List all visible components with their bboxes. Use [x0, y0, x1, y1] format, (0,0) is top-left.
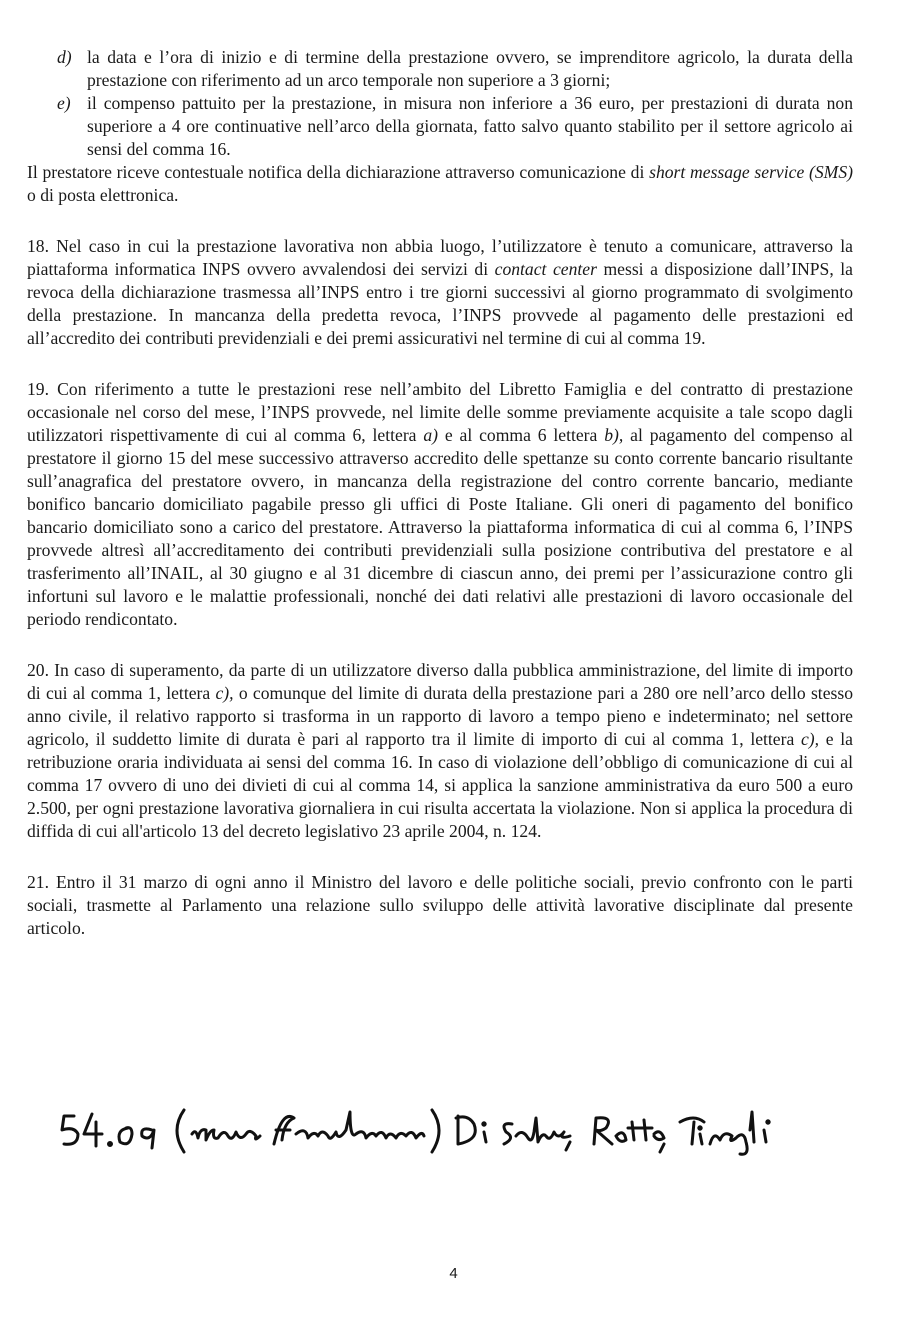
paragraph-20 — [27, 659, 853, 843]
text-run: o di posta elettronica. — [27, 185, 179, 205]
text-run: al pagamento del compenso al prestatore il giorno 15 del mese successivo attraverso accredito delle spettanze su conto corrente bancario risultante sull’anagrafica del prestatore ovvero, in mancanza della registrazione del contro corrente bancario, mediante bonifico bancario domiciliato pagabile presso gli uffici di Poste Italiane. Gli oneri di pagamento del bonifico bancario domiciliato sono a carico del prestatore. Attraverso la piattaforma informatica di cui al comma 6, l’INPS provvede altresì all’accreditamento dei contributi previdenziali sulla posizione contributiva del prestatore e al trasferimento all’INAIL, al 30 giugno e al 31 dicembre di ciascun anno, dei premi per l’assicurazione contro gli infortuni sul lavoro e le malattie professionali, nonché dei dati relativi alle prestazioni di lavoro occasionale del periodo rendicontato. — [27, 425, 853, 629]
list-item-text: la data e l’ora di inizio e di termine della prestazione ovvero, se imprenditore agricolo, la durata della prestazione con riferimento ad un arco temporale non superiore a 3 giorni; — [87, 47, 853, 90]
text-run-italic: a) — [423, 425, 439, 445]
text-run: 20. In caso di superamento, da parte di un utilizzatore diverso dalla pubblica amministrazione, del limite di importo di cui al comma 1, lettera — [27, 660, 853, 703]
list-marker: e) — [57, 93, 71, 113]
list-item-d — [27, 46, 853, 92]
list-item-text: il compenso pattuito per la prestazione, in misura non inferiore a 36 euro, per prestazioni di durata non superiore a 4 ore continuative nell’arco della giornata, fatto salvo quanto stabilito per il settore agricolo ai sensi del comma 16. — [87, 93, 853, 159]
document-page — [27, 46, 853, 940]
text-run: o comunque del limite di durata della prestazione pari a 280 ore nell’arco dello stesso anno civile, il relativo rapporto si trasforma in un rapporto di lavoro a tempo pieno e indeterminato; nel settore agricolo, il suddetto limite di durata è pari al rapporto tra il limite di importo di cui al comma 1, lettera — [27, 683, 853, 749]
text-run-italic: short message service (SMS) — [649, 162, 853, 182]
text-run: e la retribuzione oraria individuata ai sensi del comma 16. In caso di violazione dell’obbligo di comunicazione di cui al comma 17 ovvero di uno dei divieti di cui al comma 14, si applica la sanzione amministrativa da euro 500 a euro 2.500, per ogni prestazione lavorativa giornaliera in cui risulta accertata la violazione. Non si applica la procedura di diffida di cui all'articolo 13 del decreto legislativo 23 aprile 2004, n. 124. — [27, 729, 853, 841]
paragraph-19 — [27, 378, 853, 631]
paragraph-21: 21. Entro il 31 marzo di ogni anno il Ministro del lavoro e delle politiche sociali, previo confronto con le parti sociali, trasmette al Parlamento una relazione sullo sviluppo delle attività lavorative disciplinate dal presente articolo. — [27, 872, 853, 938]
list-item-e — [27, 92, 853, 161]
text-run: 18. Nel caso in cui la prestazione lavorativa non abbia luogo, l’utilizzatore è tenuto a comunicare, attraverso la piattaforma informatica INPS ovvero avvalendosi dei servizi di — [27, 236, 853, 279]
text-run-italic: c), — [800, 729, 820, 749]
page-number: 4 — [449, 1265, 458, 1282]
text-run: e al comma 6 lettera — [438, 425, 605, 445]
notification-paragraph — [27, 161, 853, 207]
list-marker: d) — [57, 47, 72, 67]
text-run: Il prestatore riceve contestuale notifica della dichiarazione attraverso comunicazione di — [27, 162, 650, 182]
text-run-italic: contact center — [494, 259, 597, 279]
text-run-italic: c), — [215, 683, 234, 703]
text-run-italic: b), — [604, 425, 624, 445]
paragraph-18 — [27, 235, 853, 350]
text-run: messi a disposizione dall’INPS, la revoca della dichiarazione trasmessa all’INPS entro i tre giorni successivi al giorno programmato di svolgimento della prestazione. In mancanza della predetta revoca, l’INPS provvede al pagamento delle prestazioni ed all’accredito dei contributi previdenziali e dei premi assicurativi nel termine di cui al comma 19. — [27, 259, 853, 348]
handwritten-annotation — [60, 1100, 820, 1160]
text-run: 19. Con riferimento a tutte le prestazioni rese nell’ambito del Libretto Famiglia e del contratto di prestazione occasionale nel corso del mese, l’INPS provvede, nel limite delle somme previamente acquisite a tale scopo dagli utilizzatori rispettivamente di cui al comma 6, lettera — [27, 379, 853, 445]
